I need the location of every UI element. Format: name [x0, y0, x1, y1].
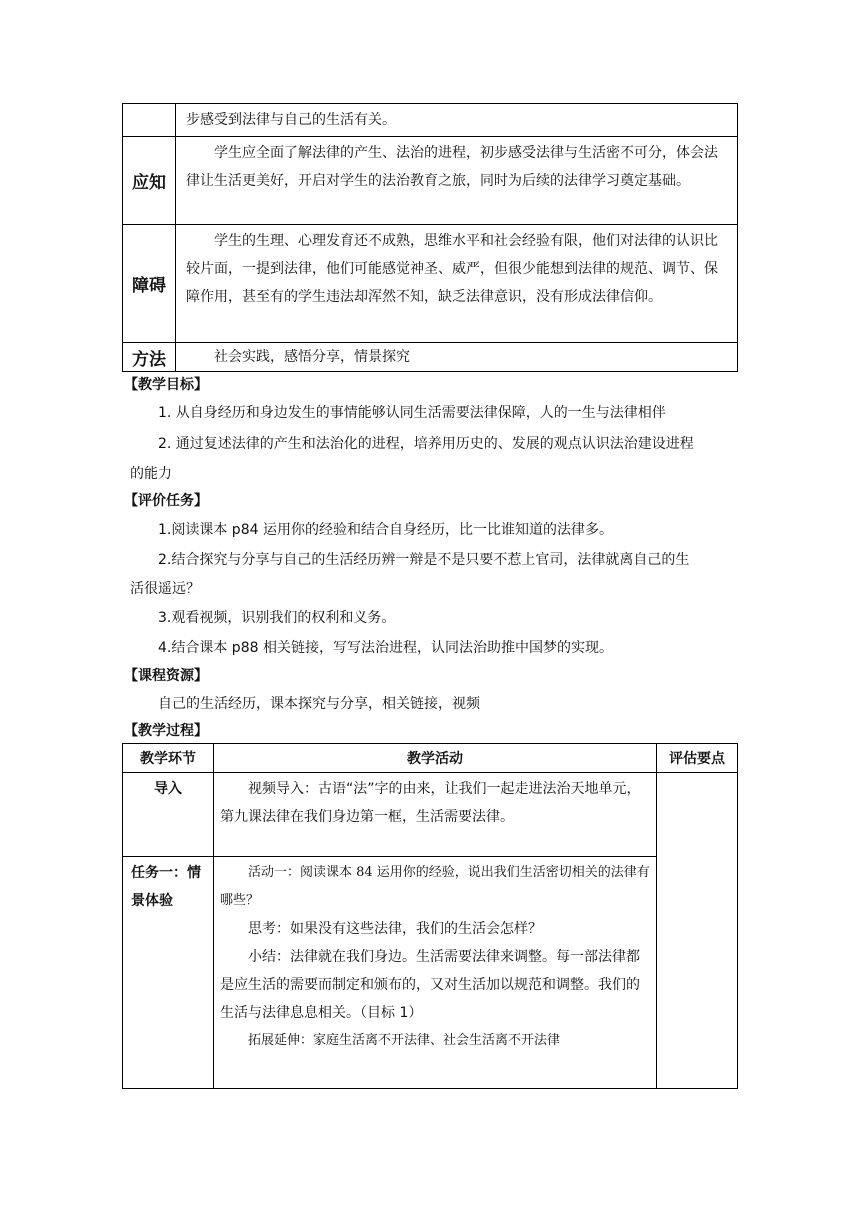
table-row	[123, 343, 738, 372]
goal-item-1: 1. 从自身经历和身边发生的事情能够认同生活需要法律保障，人的一生与法律相伴	[158, 405, 666, 421]
table-row	[123, 104, 738, 137]
task-item-2-cont: 活很遥远？	[130, 581, 200, 597]
analysis-table	[122, 103, 738, 372]
activity-paragraph: 拓展延伸：家庭生活离不开法律、社会生活离不开法律	[248, 1033, 561, 1048]
row-label-zhangai: 障碍	[123, 225, 176, 343]
activity-paragraph: 思考：如果没有这些法律，我们的生活会怎样？	[248, 921, 542, 937]
column-header: 教学活动	[214, 744, 657, 773]
column-header: 教学环节	[123, 744, 214, 773]
table-row	[123, 773, 738, 857]
activity-paragraph: 小结：法律就在我们身边。生活需要法律来调整。每一部法律都是应生活的需要而制定和颁布的，又对生活加以规范和调整。我们的生活与法律息息相关。（目标 1）	[220, 949, 640, 1021]
row-label-fangfa: 方法	[123, 343, 176, 372]
table-header-row	[123, 744, 738, 773]
evaluation-cell	[657, 773, 738, 1089]
stage-cell-intro: 导入	[123, 773, 214, 857]
row-content-yingzhi: 学生应全面了解法律的产生、法治的进程，初步感受法律与生活密不可分，体会法律让生活更美好，开启对学生的法治教育之旅，同时为后续的法律学习奠定基础。	[176, 137, 738, 225]
activity-cell-intro: 视频导入：古语“法”字的由来，让我们一起走进法治天地单元，第九课法律在我们身边第一框，生活需要法律。	[214, 773, 657, 857]
section-heading-resources: 【课程资源】	[124, 668, 208, 684]
section-heading-process: 【教学过程】	[124, 723, 208, 739]
row-label-yingzhi: 应知	[123, 137, 176, 225]
task-item-2: 2.结合探究与分享与自己的生活经历辨一辩是不是只要不惹上官司，法律就离自己的生	[158, 552, 690, 568]
table-row	[123, 137, 738, 225]
task-item-3: 3.观看视频，识别我们的权利和义务。	[158, 610, 396, 626]
table-row	[123, 857, 738, 1089]
section-heading-goals: 【教学目标】	[124, 377, 208, 393]
row-label	[123, 104, 176, 137]
stage-cell-task1: 任务一：情景体验	[123, 857, 214, 1089]
resources-text: 自己的生活经历，课本探究与分享，相关链接，视频	[158, 696, 480, 712]
process-table	[122, 743, 738, 1089]
activity-cell-task1	[214, 857, 657, 1089]
row-content-zhangai: 学生的生理、心理发育还不成熟，思维水平和社会经验有限，他们对法律的认识比较片面，一提到法律，他们可能感觉神圣、威严，但很少能想到法律的规范、调节、保障作用，甚至有的学生违法却浑然不知，缺乏法律意识，没有形成法律信仰。	[176, 225, 738, 343]
task-item-4: 4.结合课本 p88 相关链接，写写法治进程，认同法治助推中国梦的实现。	[158, 640, 613, 656]
row-content-fangfa: 社会实践，感悟分享，情景探究	[176, 343, 738, 372]
activity-paragraph: 活动一：阅读课本 84 运用你的经验，说出我们生活密切相关的法律有哪些？	[220, 865, 650, 908]
task-item-1: 1.阅读课本 p84 运用你的经验和结合自身经历，比一比谁知道的法律多。	[158, 522, 613, 538]
table-row	[123, 225, 738, 343]
column-header: 评估要点	[657, 744, 738, 773]
goal-item-2: 2. 通过复述法律的产生和法治化的进程，培养用历史的、发展的观点认识法治建设进程	[158, 436, 694, 452]
row-content: 步感受到法律与自己的生活有关。	[176, 104, 738, 137]
goal-item-2-cont: 的能力	[130, 466, 172, 482]
section-heading-tasks: 【评价任务】	[124, 493, 208, 509]
